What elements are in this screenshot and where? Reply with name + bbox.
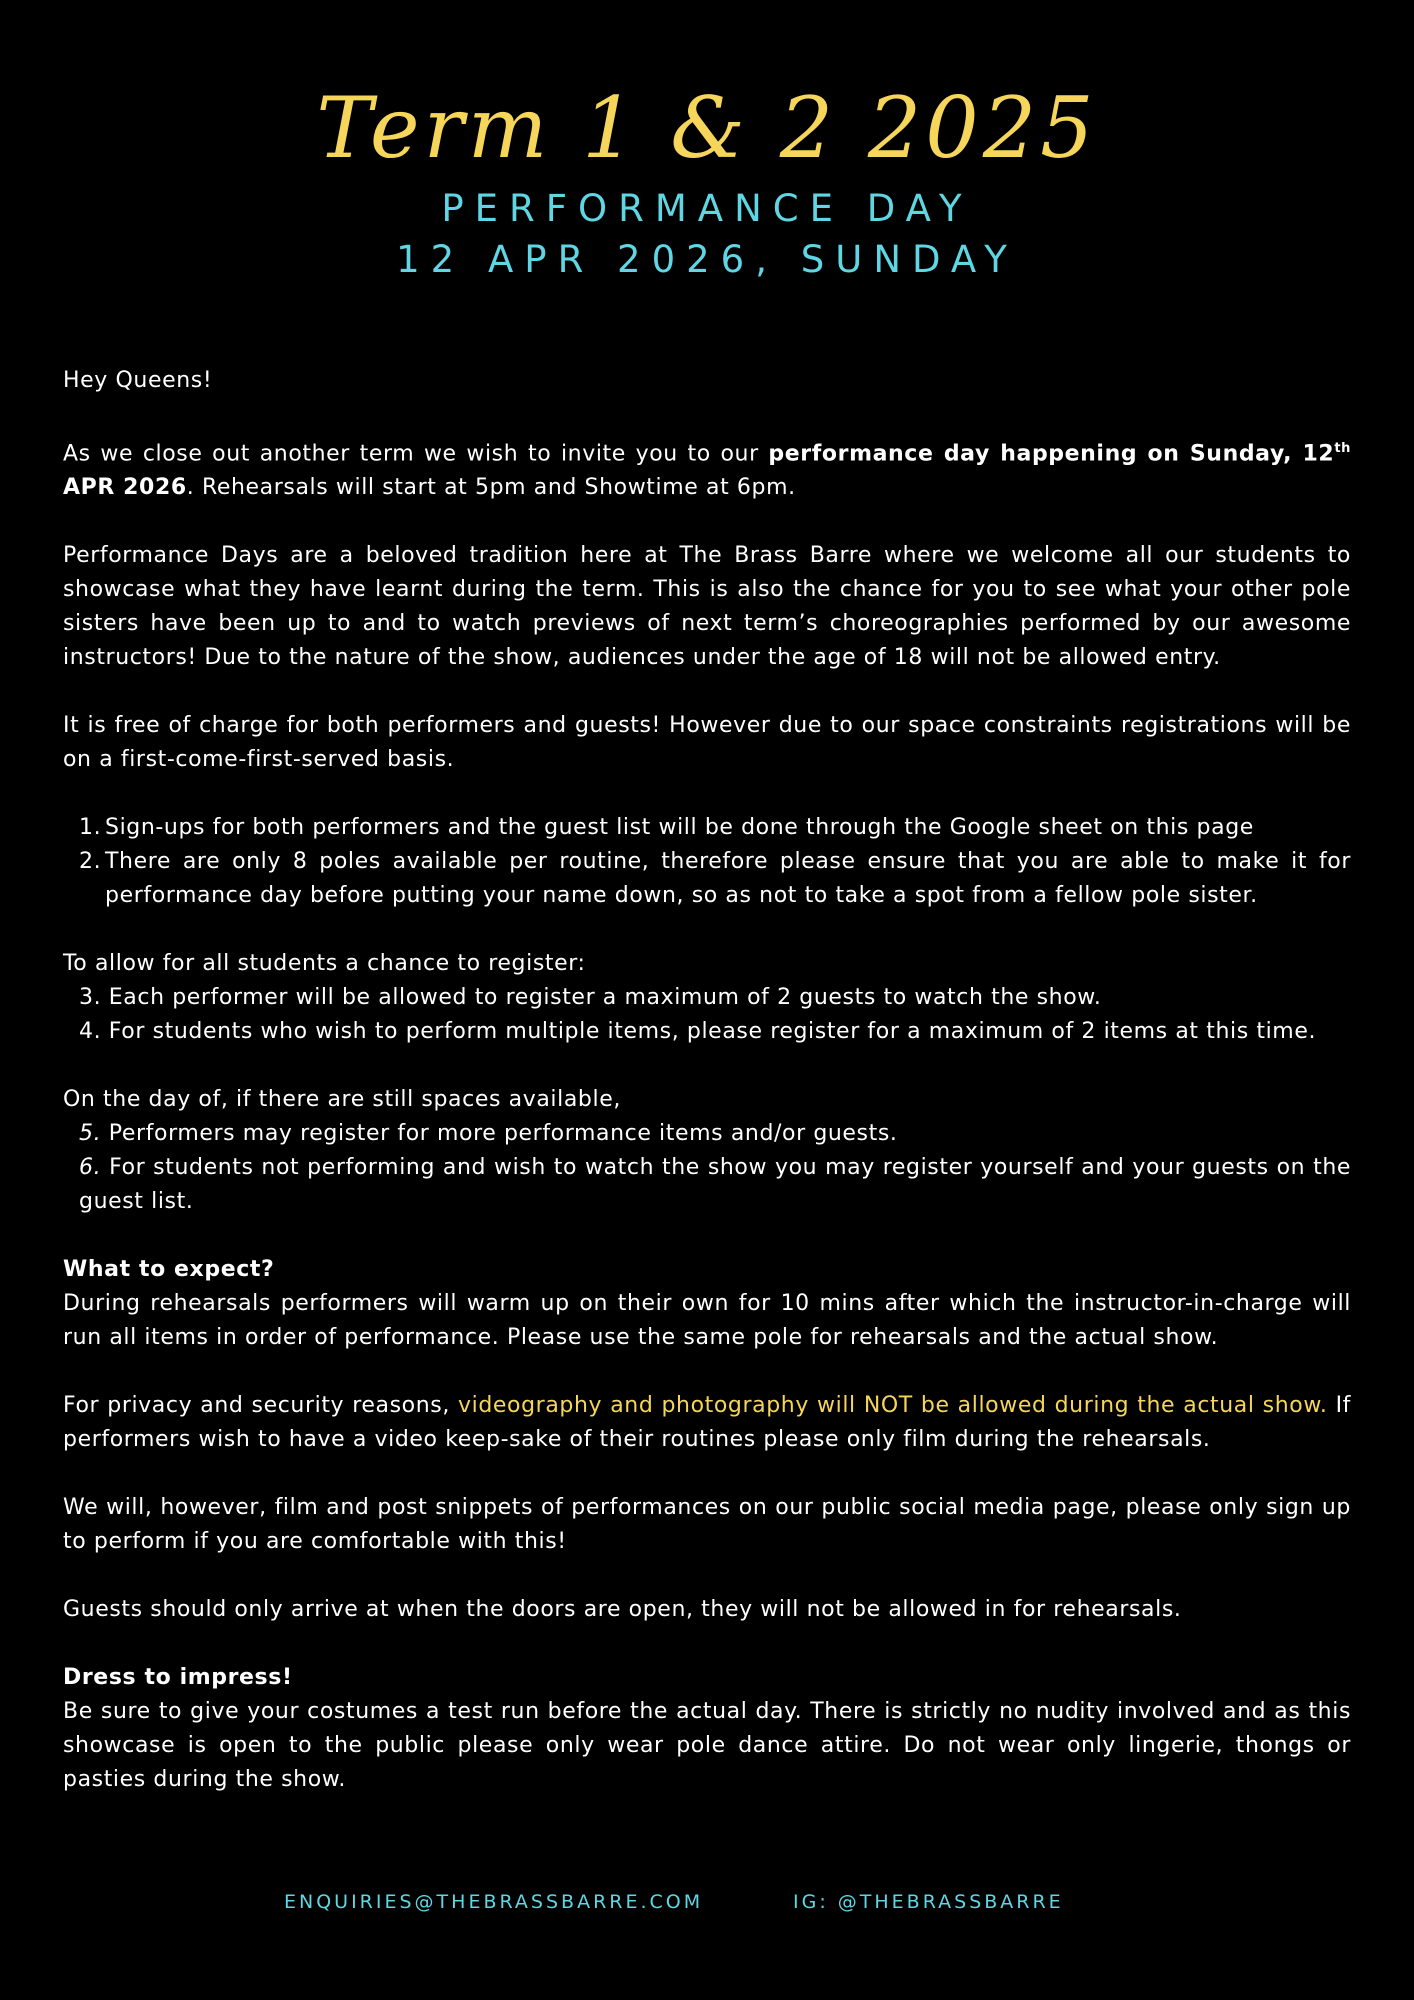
intro-bold: performance day happening on Sunday, 12 (768, 441, 1335, 467)
list-text: Sign-ups for both performers and the guest list will be done through the Google sheet on this page (105, 815, 1254, 841)
instagram-handle[interactable]: IG: @THEBRASSBARRE (793, 1891, 1064, 1913)
allow-intro: To allow for all students a chance to register: (63, 951, 586, 977)
list-item (63, 1117, 1351, 1151)
event-date: 12 APR 2026, SUNDAY (396, 238, 1018, 281)
privacy-text-b: If performers wish to have a video keep-sake of their routines please only film during the rehearsals. (63, 1393, 1352, 1453)
script-title: Term 1 & 2 2025 (316, 79, 1098, 177)
expect-paragraph: During rehearsals performers will warm up on their own for 10 mins after which the instructor-in-charge will run all items in order of performance. Please use the same pole for rehearsals and the actual show. (63, 1291, 1351, 1351)
signup-list (63, 811, 1351, 913)
privacy-highlight: videography and photography will NOT be allowed during the actual show. (458, 1393, 1328, 1419)
email-link[interactable]: ENQUIRIES@THEBRASSBARRE.COM (284, 1891, 704, 1913)
list-item (63, 1151, 1351, 1219)
greeting: Hey Queens! (63, 368, 213, 393)
list-number: 6. (79, 1155, 102, 1181)
film-paragraph: We will, however, film and post snippets of performances on our public social media page, please only sign up to perform if you are comfortable with this! (63, 1495, 1351, 1555)
list-number: 5. (79, 1121, 102, 1147)
list-number: 3. (79, 985, 102, 1011)
list-text: For students not performing and wish to watch the show you may register yourself and your guests on the guest list. (79, 1155, 1352, 1215)
list-item (63, 845, 1351, 913)
privacy-paragraph (63, 1389, 1351, 1457)
day-of-list (63, 1117, 1351, 1219)
guests-paragraph: Guests should only arrive at when the doors are open, they will not be allowed in for rehearsals. (63, 1597, 1182, 1623)
privacy-text-a: For privacy and security reasons, (63, 1393, 459, 1419)
list-number: 4. (79, 1019, 102, 1045)
day-intro: On the day of, if there are still spaces available, (63, 1087, 621, 1113)
register-list (63, 981, 1351, 1049)
document-body (63, 364, 1351, 1831)
intro-text-a: As we close out another term we wish to invite you to our (63, 441, 769, 467)
list-text: Performers may register for more performance items and/or guests. (108, 1121, 898, 1147)
list-number: 2. (79, 849, 102, 875)
dress-paragraph: Be sure to give your costumes a test run before the actual day. There is strictly no nudity involved and as this showcase is open to the public please only wear pole dance attire. Do not wear only lingerie, thongs or pasties during the show. (63, 1699, 1351, 1793)
list-text: There are only 8 poles available per routine, therefore please ensure that you are able to make it for performance day before putting your name down, so as not to take a spot from a fellow pole sister. (105, 849, 1351, 909)
free-paragraph: It is free of charge for both performers and guests! However due to our space constraints registrations will be on a first-come-first-served basis. (63, 713, 1351, 773)
tradition-paragraph: Performance Days are a beloved tradition here at The Brass Barre where we welcome all our students to showcase what they have learnt during the term. This is also the chance for you to see what your other pole sisters have been up to and to watch previews of next term’s choreographies performed by our awesome instructors! Due to the nature of the show, audiences under the age of 18 will not be allowed entry. (63, 543, 1351, 671)
intro-bold-date: APR 2026 (63, 475, 187, 501)
list-text: For students who wish to perform multiple items, please register for a maximum of 2 items at this time. (108, 1019, 1317, 1045)
dress-heading: Dress to impress! (63, 1665, 293, 1691)
list-item (63, 1015, 1351, 1049)
intro-paragraph (63, 432, 1351, 505)
list-text: Each performer will be allowed to register a maximum of 2 guests to watch the show. (108, 985, 1102, 1011)
intro-text-b: . Rehearsals will start at 5pm and Showtime at 6pm. (186, 475, 796, 501)
intro-sup: th (1334, 441, 1351, 456)
expect-heading: What to expect? (63, 1257, 275, 1283)
subtitle: PERFORMANCE DAY (441, 187, 973, 230)
list-item (63, 981, 1351, 1015)
list-number: 1. (79, 815, 102, 841)
list-item (63, 811, 1351, 845)
